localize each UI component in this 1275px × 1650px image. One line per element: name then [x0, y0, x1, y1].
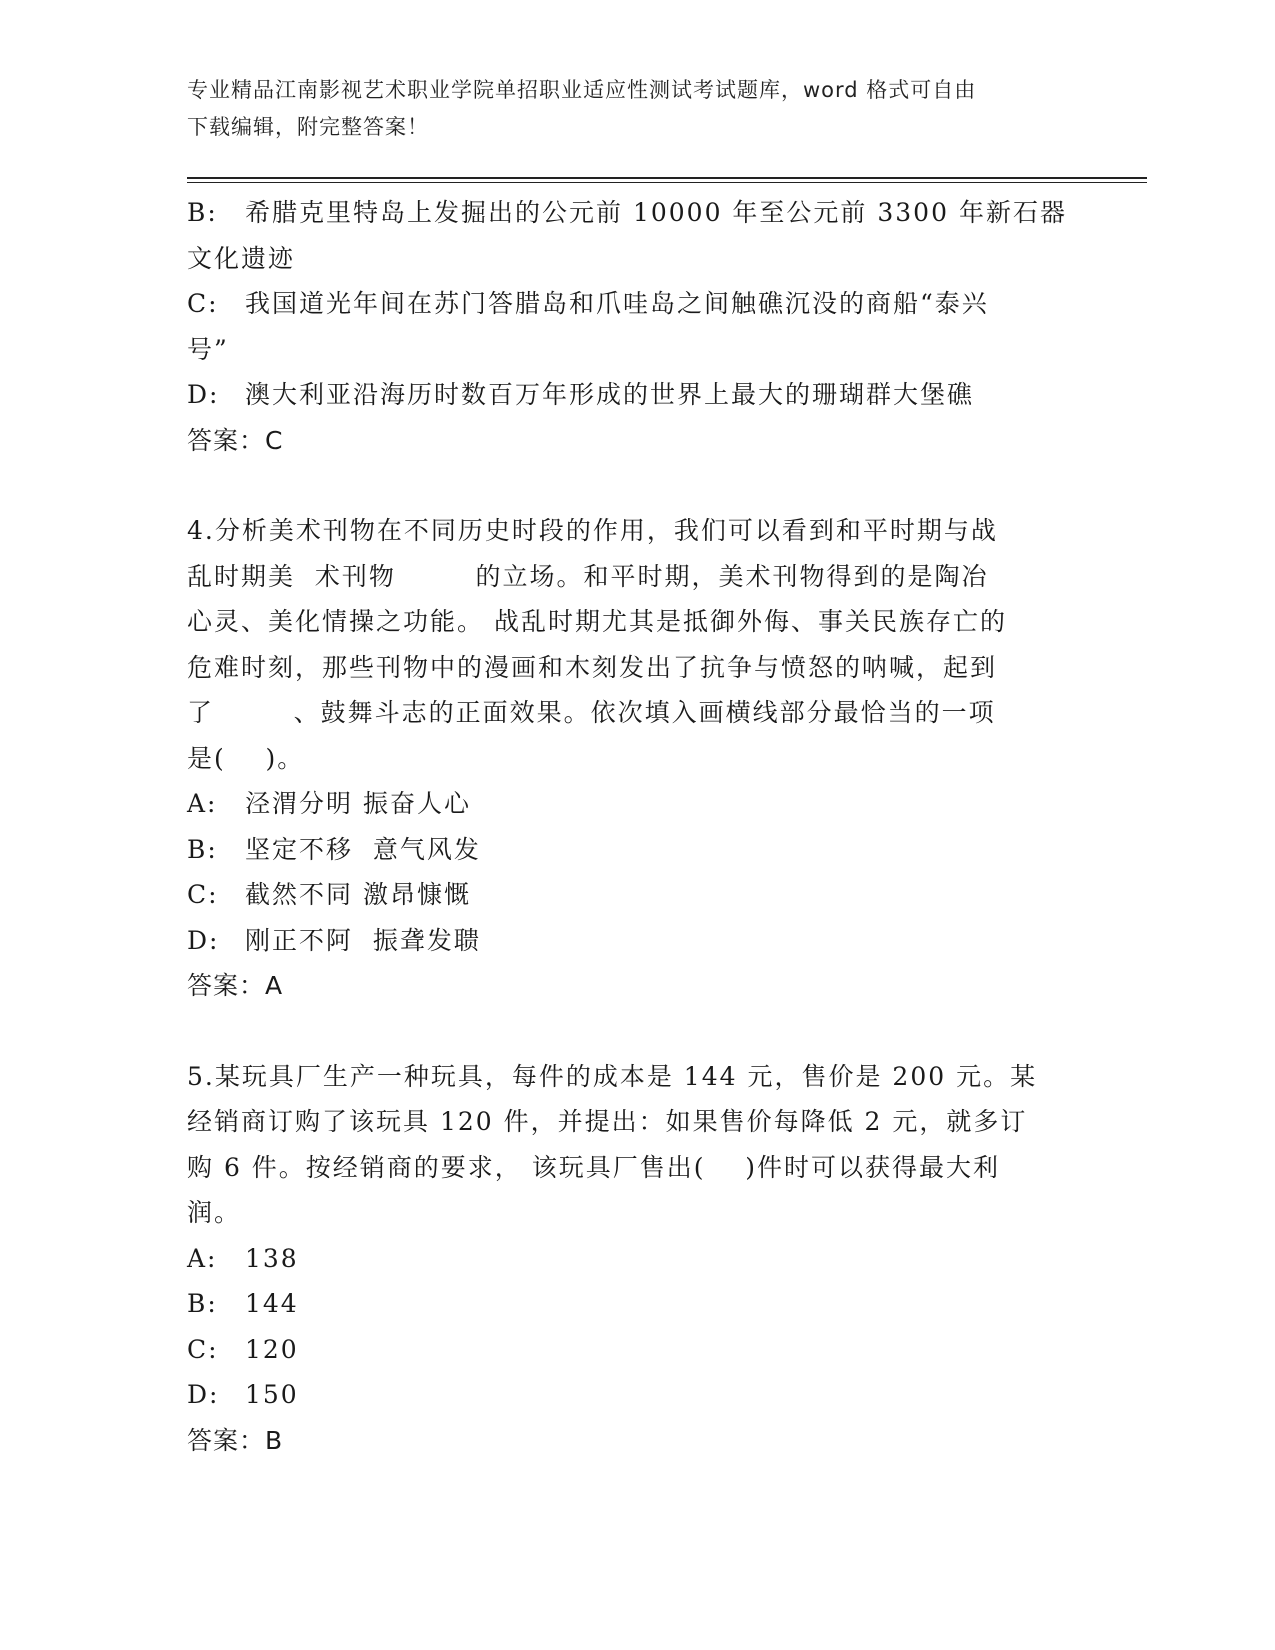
- q5-option-c: [187, 1327, 1087, 1373]
- option-key: D:: [187, 380, 220, 409]
- option-text: 144: [245, 1289, 299, 1318]
- q3-option-b: [187, 190, 1087, 236]
- q5-stem-line: 购 6 件。按经销商的要求， 该玩具厂售出( )件时可以获得最大利: [187, 1152, 1001, 1182]
- q4-option-a: [187, 781, 1087, 827]
- document-header: [187, 72, 1087, 146]
- option-text: 150: [245, 1380, 299, 1409]
- option-text: 我国道光年间在苏门答腊岛和爪哇岛之间触礁沉没的商船“泰兴: [245, 289, 989, 318]
- option-text: 坚定不移 意气风发: [245, 834, 481, 864]
- q3-option-c: [187, 281, 1087, 327]
- q5-stem-line: 经销商订购了该玩具 120 件，并提出：如果售价每降低 2 元，就多订: [187, 1107, 1028, 1136]
- q5-answer: 答案：B: [187, 1425, 284, 1455]
- q5-stem-line: 润。: [187, 1198, 242, 1227]
- header-line-1: 专业精品江南影视艺术职业学院单招职业适应性测试考试题库，word 格式可自由: [187, 78, 977, 102]
- q4-option-d: [187, 918, 1087, 964]
- q4-stem-line: 了 、鼓舞斗志的正面效果。依次填入画横线部分最恰当的一项: [187, 698, 996, 727]
- q4-stem-line: 4.分析美术刊物在不同历史时段的作用，我们可以看到和平时期与战: [187, 516, 998, 545]
- q5-option-a: [187, 1236, 1087, 1282]
- option-text: 138: [245, 1243, 299, 1273]
- option-text: 刚正不阿 振聋发聩: [245, 925, 481, 955]
- q3-option-b-continued: 文化遗迹: [187, 243, 296, 273]
- option-key: A:: [187, 1243, 218, 1273]
- option-key: C:: [187, 1334, 219, 1364]
- question-4: [187, 508, 1087, 1009]
- q4-answer: 答案：A: [187, 971, 284, 1000]
- q4-option-c: [187, 872, 1087, 918]
- q5-option-d: [187, 1372, 1087, 1418]
- option-key: B:: [187, 198, 218, 227]
- header-divider-thin: [187, 182, 1147, 183]
- option-key: B:: [187, 834, 218, 864]
- q4-stem-line: 危难时刻，那些刊物中的漫画和木刻发出了抗争与愤怒的呐喊，起到: [187, 652, 998, 682]
- q4-option-b: [187, 827, 1087, 873]
- option-key: C:: [187, 880, 219, 909]
- q4-stem-line: 是( )。: [187, 743, 305, 773]
- q4-stem-line: 心灵、美化情操之功能。 战乱时期尤其是抵御外侮、事关民族存亡的: [187, 607, 1007, 636]
- option-key: C:: [187, 289, 219, 318]
- option-text: 泾渭分明 振奋人心: [245, 789, 471, 818]
- option-key: D:: [187, 1380, 220, 1409]
- option-key: A:: [187, 789, 218, 818]
- q3-answer: 答案：C: [187, 425, 284, 455]
- q3-option-c-continued: 号”: [187, 334, 229, 364]
- option-key: B:: [187, 1289, 218, 1318]
- option-key: D:: [187, 925, 220, 955]
- option-text: 截然不同 激昂慷慨: [245, 880, 471, 909]
- option-text: 希腊克里特岛上发掘出的公元前 10000 年至公元前 3300 年新石器: [245, 198, 1067, 227]
- header-divider-thick: [187, 177, 1147, 179]
- q4-stem-line: 乱时期美 术刊物 的立场。和平时期，美术刊物得到的是陶冶: [187, 561, 989, 591]
- question-3-options: [187, 190, 1087, 463]
- q3-option-d: [187, 372, 1087, 418]
- header-line-2: 下载编辑，附完整答案！: [187, 115, 429, 139]
- option-text: 120: [245, 1334, 299, 1364]
- q5-stem-line: 5.某玩具厂生产一种玩具，每件的成本是 144 元，售价是 200 元。某: [187, 1061, 1038, 1091]
- document-body: [187, 190, 1087, 1463]
- question-5: [187, 1054, 1087, 1464]
- option-text: 澳大利亚沿海历时数百万年形成的世界上最大的珊瑚群大堡礁: [245, 380, 975, 409]
- q5-option-b: [187, 1281, 1087, 1327]
